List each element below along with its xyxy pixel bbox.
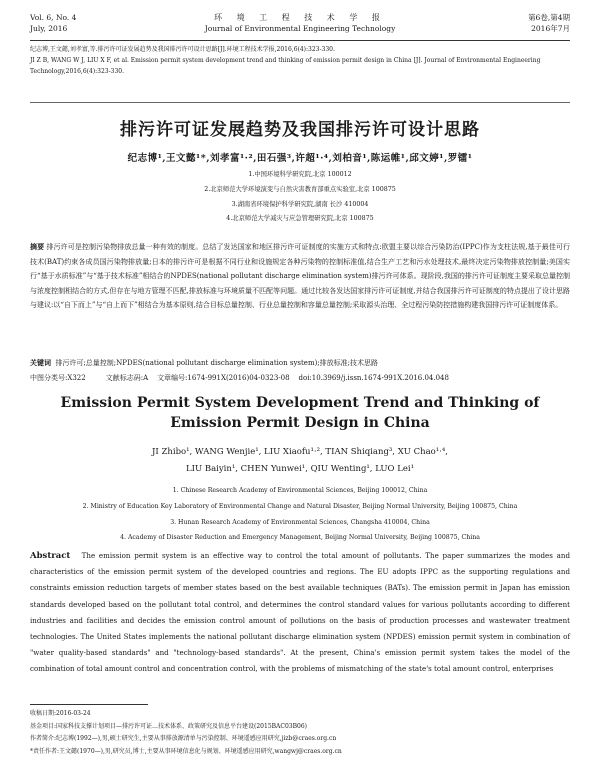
abstract-en-text: The emission permit system is an effective way to control the total amount of pollutants. The paper summarizes the modes and characteristics of the emission permit system of the developed countries and regions. The EU adopts IPPC as the supporting regulations and constraints emission reduction targets of member states based on the best available techniques (BATs). The emission permit in Japan has emission standards developed based on the pollutant total control, and determines the control standard values for various pollutants according to different industries and facilities and decides the emission control amount of pollutions on the basis of production processes and wastewater treatment technologies. The United States implements the national pollutant discharge elimination system (NPDES) emission permit system in combination of "water quality-based standards" and "technology-based standards". At the present, China's emission permit system takes the model of the combination of total amount control and concentration control, with the problems of mismatching of the state's total amount control, enterprises xyxy=(30,551,570,674)
keywords-zh-text: 排污许可;总量控制;NPDES(national pollutant discharge elimination system);排放标准;技术思路 xyxy=(55,359,379,367)
affiliations-zh xyxy=(30,168,570,227)
keywords-zh xyxy=(30,357,570,369)
clc-number: 中图分类号:X322 xyxy=(30,374,86,382)
affiliation-en: 2. Ministry of Education Key Laboratory of Environmental Change and Natural Disaster, Beijing Normal University, Beijing 100875, China xyxy=(82,502,518,510)
footnote-divider xyxy=(30,704,148,705)
affiliation-en: 3. Hunan Research Academy of Environmental Sciences, Changsha 410004, China xyxy=(170,518,430,526)
citation-en: JI Z B, WANG W J, LIU X F, et al. Emission permit system development trend and thinking of emission permit design in China [J]. Journal of Environmental Engineering Technology,2016,6(4):323-330. xyxy=(30,57,541,75)
journal-name-en: Journal of Environmental Engineering Technology xyxy=(204,24,396,33)
authors-zh: 纪志博¹,王文懿¹*,刘孝富¹·²,田石强³,许超¹·⁴,刘柏音¹,陈运帷¹,邱文婷¹,罗镭¹ xyxy=(127,153,473,164)
affiliation-zh: 2.北京师范大学环境演变与自然灾害教育部重点实验室,北京 100875 xyxy=(204,185,396,193)
article-title-zh: 排污许可证发展趋势及我国排污许可设计思路 xyxy=(120,120,480,140)
authors-en-line: JI Zhibo¹, WANG Wenjie¹, LIU Xiaofu¹·², TIAN Shiqiang³, XU Chao¹·⁴, xyxy=(152,447,448,457)
funding-note: 基金项目:国家科技支撑计划项目—排污许可证…技术体系、政策研究及信息平台建设(2015BAC03B06) xyxy=(30,722,307,730)
issue-date-zh: 2016年7月 xyxy=(531,24,570,33)
running-header xyxy=(30,12,570,41)
affiliation-zh: 3.湖南省环境保护科学研究院,湖南 长沙 410004 xyxy=(231,200,369,208)
affiliation-zh: 4.北京师范大学减灾与应急管理研究院,北京 100875 xyxy=(226,215,374,223)
abstract-en xyxy=(30,548,570,678)
citation-zh: 纪志博,王文懿,刘孝富,等.排污许可证发展趋势及我国排污许可设计思路[J].环境工程技术学报,2016,6(4):323-330. xyxy=(30,46,335,53)
header-center xyxy=(30,12,570,34)
affiliation-zh: 1.中国环境科学研究院,北京 100012 xyxy=(248,171,352,178)
classification-line xyxy=(30,372,570,384)
first-author-note: 作者简介:纪志博(1992—),男,硕士研究生,主要从事排放源清单与污染控制、环境遥感应用研究,jizb@craes.org.cn xyxy=(30,735,337,742)
corresponding-author-note: *责任作者:王文懿(1970—),男,研究员,博士,主要从事环境信息化与规划、环境遥感应用研究,wangwj@craes.org.cn xyxy=(30,747,342,755)
affiliation-en: 4. Academy of Disaster Reduction and Emergency Management, Beijing Normal University, Beijing 100875, China xyxy=(120,534,480,542)
issue-date-en: July, 2016 xyxy=(30,24,68,33)
article-number: 文章编号:1674-991X(2016)04-0323-08 xyxy=(157,374,290,382)
journal-name-zh: 环 境 工 程 技 术 学 报 xyxy=(214,13,386,22)
authors-en xyxy=(30,444,570,478)
affiliation-en: 1. Chinese Research Academy of Environmental Sciences, Beijing 100012, China xyxy=(172,487,428,494)
abstract-zh-label: 摘要 xyxy=(30,242,45,251)
header-right xyxy=(528,12,570,34)
abstract-en-label: Abstract xyxy=(30,551,71,561)
abstract-zh-text: 排污许可是控制污染物排放总量一种有效的制度。总结了发达国家和地区排污许可证制度的实施方式和特点:欧盟主要以综合污染防治(IPPC)作为支柱法规,基于最佳可行技术(BAT)约束各成员国污染物排放量;日本的排污许可是根据不同行业和设施规定各种污染物的控制标准值,结合生产工艺和污水处理技术,最终决定污染物排放控制量;美国实行“基于水质标准”与“基于技术标准”相结合的NPDES(national pollutant discharge elimination system)排污许可体系。现阶段,我国的排污许可证制度主要采取总量控制与浓度控制相结合的方式,但存在与地方管理不匹配,排放标准与环境质量不匹配等问题。通过比较各发达国家排污许可证制度,并结合我国排污许可证制度的特点提出了设计思路与建议:以“自下而上”与“自上而下”相结合为基本原则,结合目标总量控制、行业总量控制和容量总量控制;采取源头治理、全过程污染防控措施构建我国排污许可证制度体系。 xyxy=(30,243,570,310)
document-code: 文献标志码:A xyxy=(105,374,149,382)
affiliations-en xyxy=(30,483,570,546)
footnotes xyxy=(30,708,570,758)
received-date: 收稿日期:2016-03-24 xyxy=(30,710,91,717)
issue-zh: 第6卷,第4期 xyxy=(528,13,570,22)
citation-block xyxy=(30,44,570,77)
volume-number: Vol. 6, No. 4 xyxy=(30,13,77,22)
abstract-zh xyxy=(30,240,570,313)
article-title-en: Emission Permit System Development Trend and Thinking of Emission Permit Design in China xyxy=(60,395,540,431)
doi: doi:10.3969/j.issn.1674-991X.2016.04.048 xyxy=(298,374,449,382)
citation-divider xyxy=(30,102,570,103)
keywords-zh-label: 关键词 xyxy=(30,358,51,367)
authors-en-line: LIU Baiyin¹, CHEN Yunwei¹, QIU Wenting¹, LUO Lei¹ xyxy=(185,464,415,474)
